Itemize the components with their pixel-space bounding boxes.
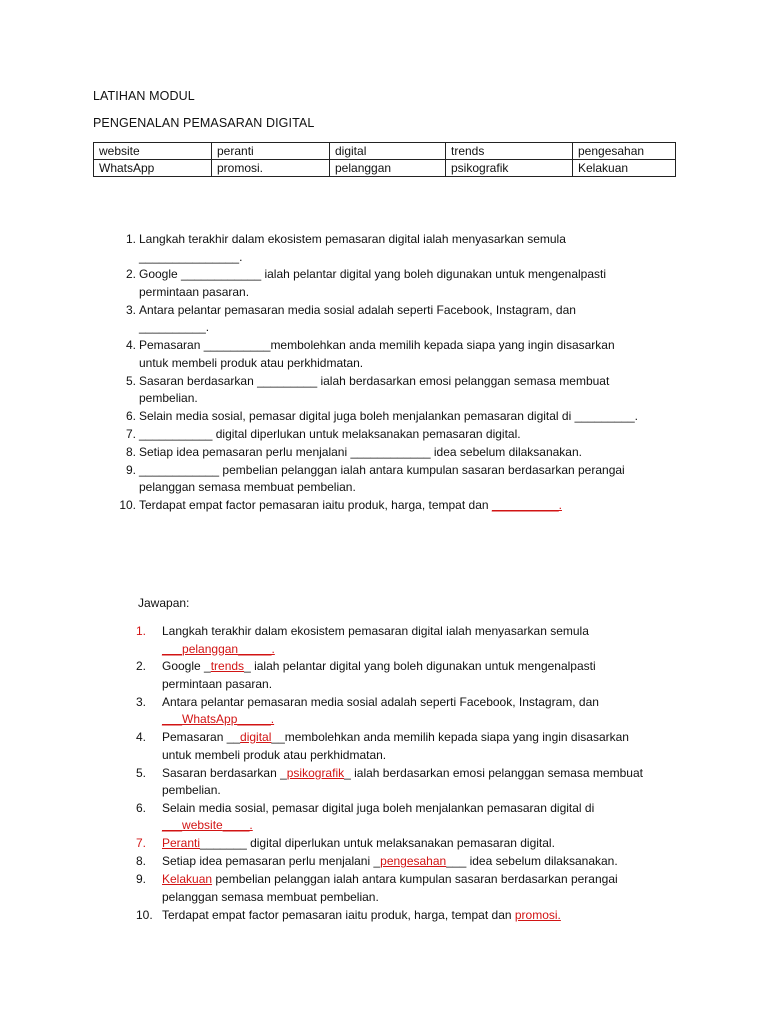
question-text: Selain media sosial, pemasar digital juga boleh menjalankan pemasaran digital di _________. bbox=[139, 408, 638, 423]
answer-text-cont: permintaan pasaran. bbox=[162, 676, 273, 691]
question-number: 10. bbox=[119, 498, 136, 513]
question-item bbox=[112, 462, 682, 497]
answer-number: 5. bbox=[136, 765, 147, 780]
answer-number: 4. bbox=[136, 730, 147, 745]
answer-word: WhatsApp bbox=[182, 712, 238, 727]
question-item bbox=[112, 266, 682, 301]
answer-text: Antara pelantar pemasaran media sosial adalah seperti Facebook, Instagram, dan bbox=[162, 694, 599, 709]
answer-text-after: __membolehkan anda memilih kepada siapa yang ingin disasarkan bbox=[271, 730, 629, 745]
word-bank-cell: WhatsApp bbox=[94, 160, 212, 177]
answer-blank-post: ____. bbox=[222, 818, 253, 833]
question-number: 2. bbox=[125, 267, 136, 282]
answer-text-after: _ ialah berdasarkan emosi pelanggan semasa membuat bbox=[344, 765, 643, 780]
word-bank-cell: pelanggan bbox=[330, 160, 446, 177]
question-item bbox=[112, 408, 682, 426]
word-bank-cell: website bbox=[94, 143, 212, 160]
word-bank-table bbox=[93, 142, 676, 177]
answer-text-before: Sasaran berdasarkan _ bbox=[162, 765, 287, 780]
word-bank-cell: Kelakuan bbox=[573, 160, 676, 177]
answer-number: 8. bbox=[136, 854, 147, 869]
answer-number: 7. bbox=[136, 836, 147, 851]
answer-text-before: Google _ bbox=[162, 659, 211, 674]
word-bank-cell: promosi. bbox=[212, 160, 330, 177]
answer-text-after: _______ digital diperlukan untuk melaksanakan pemasaran digital. bbox=[200, 836, 555, 851]
answers-heading: Jawapan: bbox=[138, 596, 190, 610]
question-item bbox=[112, 426, 682, 444]
question-text-cont: permintaan pasaran. bbox=[139, 284, 250, 299]
answer-item bbox=[136, 765, 686, 800]
answer-text-after: _ ialah pelantar digital yang boleh digunakan untuk mengenalpasti bbox=[244, 659, 596, 674]
question-item bbox=[112, 302, 682, 337]
answer-blank-pre: ___ bbox=[162, 818, 183, 833]
answer-item bbox=[136, 871, 686, 906]
question-number: 8. bbox=[125, 444, 136, 459]
answer-text: Selain media sosial, pemasar digital juga boleh menjalankan pemasaran digital di bbox=[162, 800, 595, 815]
answer-word: Peranti bbox=[162, 836, 201, 851]
answer-text: Langkah terakhir dalam ekosistem pemasaran digital ialah menyasarkan semula bbox=[162, 624, 589, 638]
answer-text-after: pembelian pelanggan ialah antara kumpulan sasaran berdasarkan perangai bbox=[212, 872, 618, 887]
question-number: 5. bbox=[125, 373, 136, 388]
question-number: 1. bbox=[125, 232, 136, 246]
answer-item bbox=[136, 835, 686, 853]
question-text: Setiap idea pemasaran perlu menjalani ____________ idea sebelum dilaksanakan. bbox=[139, 444, 582, 459]
answer-number: 9. bbox=[136, 872, 147, 887]
answer-blank-pre: ___ bbox=[162, 641, 183, 656]
question-text-cont: untuk membeli produk atau perkhidmatan. bbox=[139, 355, 364, 370]
question-text: Terdapat empat factor pemasaran iaitu produk, harga, tempat dan bbox=[139, 498, 489, 513]
question-item bbox=[112, 337, 682, 372]
answer-word: trends bbox=[210, 659, 245, 674]
word-bank-cell: pengesahan bbox=[573, 143, 676, 160]
answer-item bbox=[136, 729, 686, 764]
answer-word: Kelakuan bbox=[162, 872, 213, 887]
question-text-cont: pembelian. bbox=[139, 391, 198, 406]
question-text-cont: pelanggan semasa membuat pembelian. bbox=[139, 480, 356, 495]
question-text: Pemasaran __________membolehkan anda memilih kepada siapa yang ingin disasarkan bbox=[139, 338, 615, 353]
answer-word: pengesahan bbox=[380, 854, 447, 869]
question-list bbox=[112, 231, 682, 515]
word-bank-cell: peranti bbox=[212, 143, 330, 160]
answer-word: psikografik bbox=[286, 765, 345, 780]
word-bank-cell: digital bbox=[330, 143, 446, 160]
answer-blank-post: _____. bbox=[237, 712, 275, 727]
answer-word: pelanggan bbox=[182, 641, 239, 656]
word-bank-cell: trends bbox=[446, 143, 573, 160]
question-text: Langkah terakhir dalam ekosistem pemasaran digital ialah menyasarkan semula bbox=[139, 232, 566, 246]
answer-text-before: Terdapat empat factor pemasaran iaitu produk, harga, tempat dan bbox=[162, 907, 515, 922]
answer-text-cont: pelanggan semasa membuat pembelian. bbox=[162, 889, 379, 904]
answer-number: 1. bbox=[136, 624, 147, 638]
question-number: 6. bbox=[125, 408, 136, 423]
worksheet-subtitle: PENGENALAN PEMASARAN DIGITAL bbox=[93, 116, 315, 130]
question-number: 7. bbox=[125, 426, 136, 441]
answer-text-after: ___ idea sebelum dilaksanakan. bbox=[446, 854, 618, 869]
question-number: 3. bbox=[125, 302, 136, 317]
answer-number: 6. bbox=[136, 800, 147, 815]
answer-text-cont: pembelian. bbox=[162, 783, 221, 798]
question-item bbox=[112, 373, 682, 408]
answer-word: digital bbox=[240, 730, 272, 745]
question-text: ___________ digital diperlukan untuk melaksanakan pemasaran digital. bbox=[139, 426, 521, 441]
answer-blank-pre: ___ bbox=[162, 712, 183, 727]
word-bank-row bbox=[94, 143, 676, 160]
answer-item bbox=[136, 853, 686, 871]
question-text: Google ____________ ialah pelantar digital yang boleh digunakan untuk mengenalpasti bbox=[139, 267, 607, 282]
question-text-cont: __________. bbox=[139, 320, 210, 335]
answer-word: promosi. bbox=[514, 907, 561, 922]
answer-item bbox=[136, 694, 686, 729]
answer-item bbox=[136, 800, 686, 835]
question-text: Sasaran berdasarkan _________ ialah berdasarkan emosi pelanggan semasa membuat bbox=[139, 373, 610, 388]
question-number: 9. bbox=[125, 462, 136, 477]
answer-list bbox=[136, 623, 686, 924]
answer-text-before: Setiap idea pemasaran perlu menjalani _ bbox=[162, 854, 381, 869]
question-item bbox=[112, 231, 682, 266]
answer-text-before: Pemasaran __ bbox=[162, 730, 241, 745]
question-text: ____________ pembelian pelanggan ialah antara kumpulan sasaran berdasarkan perangai bbox=[139, 462, 625, 477]
answer-item bbox=[136, 658, 686, 693]
word-bank-row bbox=[94, 160, 676, 177]
question-item bbox=[112, 497, 682, 515]
answer-item bbox=[136, 623, 686, 658]
answer-number: 10. bbox=[136, 907, 153, 922]
answer-number: 3. bbox=[136, 694, 147, 709]
question-number: 4. bbox=[125, 338, 136, 353]
answer-item bbox=[136, 907, 686, 925]
worksheet-title: LATIHAN MODUL bbox=[93, 89, 195, 103]
question-text-cont: _______________. bbox=[139, 249, 243, 264]
question-text: Antara pelantar pemasaran media sosial adalah seperti Facebook, Instagram, dan bbox=[139, 302, 576, 317]
answer-blank: __________. bbox=[491, 498, 562, 513]
answer-word: website bbox=[182, 818, 223, 833]
answer-text-cont: untuk membeli produk atau perkhidmatan. bbox=[162, 747, 387, 762]
question-item bbox=[112, 444, 682, 462]
answer-number: 2. bbox=[136, 659, 147, 674]
answer-blank-post: _____. bbox=[238, 641, 275, 656]
word-bank-cell: psikografik bbox=[446, 160, 573, 177]
